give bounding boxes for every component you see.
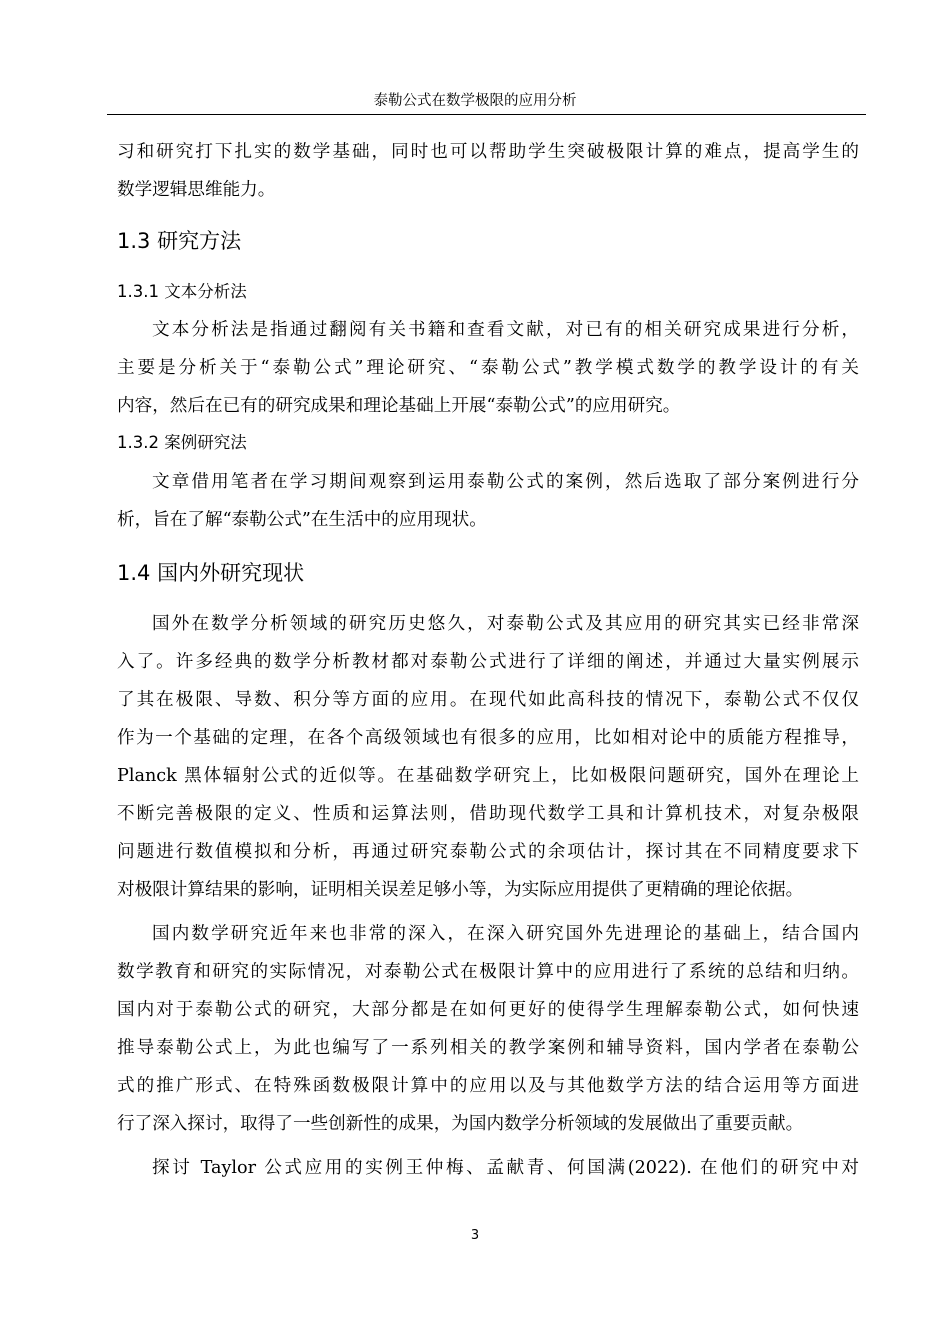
paragraph-line: Planck 黑体辐射公式的近似等。在基础数学研究上，比如极限问题研究，国外在理论上 [117, 766, 859, 786]
paragraph-line: 对极限计算结果的影响，证明相关误差足够小等，为实际应用提供了更精确的理论依据。 [117, 880, 804, 900]
paragraph-line: 行了深入探讨，取得了一些创新性的成果，为国内数学分析领域的发展做出了重要贡献。 [117, 1114, 804, 1134]
paragraph-line: 国内对于泰勒公式的研究，大部分都是在如何更好的使得学生理解泰勒公式，如何快速 [117, 1000, 859, 1020]
section-heading-1-3: 1.3 研究方法 [117, 229, 242, 253]
header-divider [107, 114, 866, 115]
paragraph-line: 推导泰勒公式上，为此也编写了一系列相关的教学案例和辅导资料，国内学者在泰勒公 [117, 1038, 859, 1058]
intro-line: 习和研究打下扎实的数学基础，同时也可以帮助学生突破极限计算的难点，提高学生的 [117, 142, 859, 162]
paragraph-line: 式的推广形式、在特殊函数极限计算中的应用以及与其他数学方法的结合运用等方面进 [117, 1076, 859, 1096]
paragraph-line: 国内数学研究近年来也非常的深入，在深入研究国外先进理论的基础上，结合国内 [152, 924, 859, 944]
subsection-heading-1-3-1: 1.3.1 文本分析法 [117, 282, 247, 301]
paragraph-line: 问题进行数值模拟和分析，再通过研究泰勒公式的余项估计，探讨其在不同精度要求下 [117, 842, 859, 862]
section-heading-1-4: 1.4 国内外研究现状 [117, 561, 305, 585]
page-number: 3 [470, 1228, 480, 1243]
paragraph-line: 探讨 Taylor 公式应用的实例王仲梅、孟献青、何国满(2022). 在他们的研究中对 [152, 1158, 859, 1178]
paragraph-line: 国外在数学分析领域的研究历史悠久，对泰勒公式及其应用的研究其实已经非常深 [152, 614, 859, 634]
running-header: 泰勒公式在数学极限的应用分析 [373, 93, 577, 109]
paragraph-line: 作为一个基础的定理，在各个高级领域也有很多的应用，比如相对论中的质能方程推导， [117, 728, 859, 748]
paragraph-line: 入了。许多经典的数学分析教材都对泰勒公式进行了详细的阐述，并通过大量实例展示 [117, 652, 859, 672]
subsection-heading-1-3-2: 1.3.2 案例研究法 [117, 433, 247, 452]
paragraph-line: 了其在极限、导数、积分等方面的应用。在现代如此高科技的情况下，泰勒公式不仅仅 [117, 690, 859, 710]
paragraph-line: 不断完善极限的定义、性质和运算法则，借助现代数学工具和计算机技术，对复杂极限 [117, 804, 859, 824]
paragraph-line: 文章借用笔者在学习期间观察到运用泰勒公式的案例，然后选取了部分案例进行分 [152, 472, 859, 492]
paragraph-line: 析，旨在了解“泰勒公式”在生活中的应用现状。 [117, 510, 487, 530]
paragraph-line: 文本分析法是指通过翻阅有关书籍和查看文献，对已有的相关研究成果进行分析， [152, 320, 859, 340]
paragraph-line: 主要是分析关于“泰勒公式”理论研究、“泰勒公式”教学模式数学的教学设计的有关 [117, 358, 859, 378]
intro-line: 数学逻辑思维能力。 [117, 180, 276, 200]
paragraph-line: 数学教育和研究的实际情况，对泰勒公式在极限计算中的应用进行了系统的总结和归纳。 [117, 962, 859, 982]
paragraph-line: 内容，然后在已有的研究成果和理论基础上开展“泰勒公式”的应用研究。 [117, 396, 681, 416]
